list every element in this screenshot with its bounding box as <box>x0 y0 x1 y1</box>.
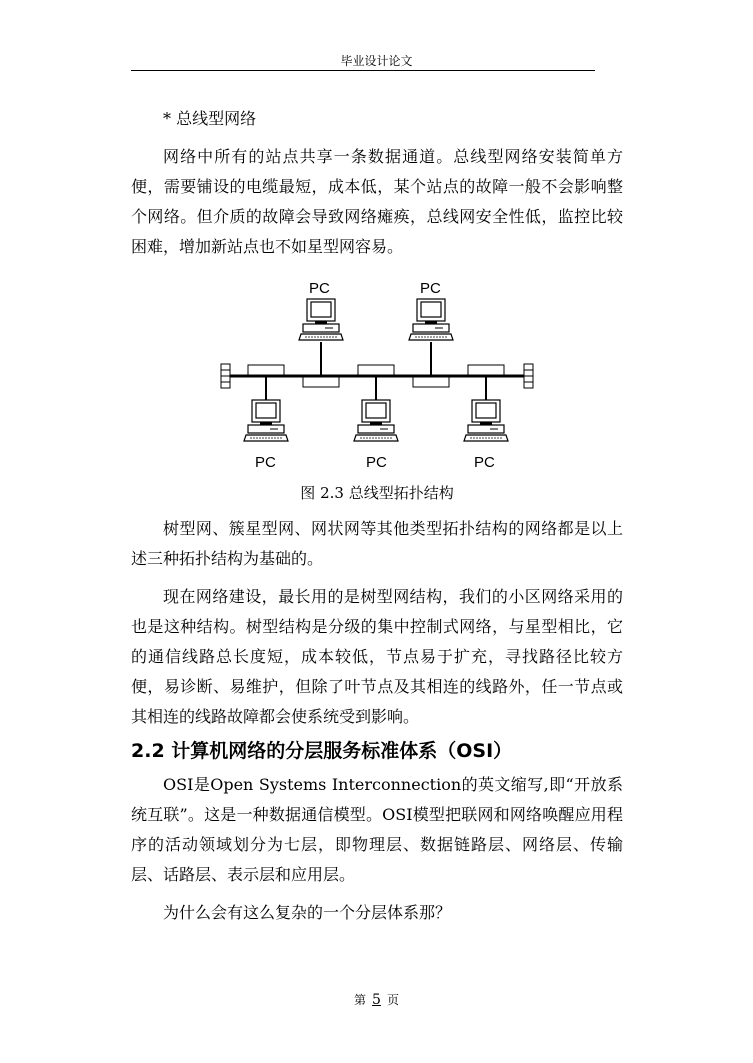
computer-icon-top-2 <box>409 299 453 340</box>
bus-tap-3 <box>358 365 394 375</box>
bus-topology-figure <box>131 276 623 476</box>
pc-label-top-1: PC <box>309 280 330 297</box>
footer-prefix: 第 <box>354 993 367 1007</box>
figure-caption: 图 2.3 总线型拓扑结构 <box>300 484 454 502</box>
computer-icon-bottom-2 <box>354 400 398 441</box>
bullet-heading: * 总线型网络 <box>163 109 257 128</box>
bus-topology-diagram <box>131 276 623 476</box>
paragraph-tree-network: 现在网络建设，最长用的是树型网结构，我们的小区网络采用的也是这种结构。树型结构是分级的集中控制式网络，与星型相比，它的通信线路总长度短，成本较低，节点易于扩充，寻找路径比较方便，易诊断、易维护，但除了叶节点及其相连的线路外，任一节点或其相连的线路故障都会使系统受到影响。 <box>131 587 623 726</box>
paragraph-osi: OSI是Open Systems Interconnection的英文缩写,即“开放系统互联”。这是一种数据通信模型。OSI模型把联网和网络唤醒应用程序的活动领域划分为七层，即物理层、数据链路层、网络层、传输层、话路层、表示层和应用层。 <box>131 775 623 884</box>
page-header: 毕业设计论文 <box>340 54 413 68</box>
computer-icon-top-1 <box>299 299 343 340</box>
section-heading: 2.2 计算机网络的分层服务标准体系（OSI） <box>131 740 513 762</box>
pc-label-bottom-3: PC <box>474 454 495 471</box>
terminator-right-icon <box>524 364 533 388</box>
page-footer <box>0 991 753 1008</box>
pc-label-bottom-2: PC <box>366 454 387 471</box>
header-rule <box>131 70 595 71</box>
bus-tap-4 <box>413 377 449 387</box>
footer-suffix: 页 <box>386 993 399 1007</box>
paragraph-question: 为什么会有这么复杂的一个分层体系那？ <box>163 903 452 922</box>
bus-tap-1 <box>248 365 284 375</box>
terminator-left-icon <box>221 364 230 388</box>
computer-icon-bottom-1 <box>244 400 288 441</box>
page-number: 5 <box>372 992 381 1008</box>
paragraph-other-topologies: 树型网、簇星型网、网状网等其他类型拓扑结构的网络都是以上述三种拓扑结构为基础的。 <box>131 519 623 568</box>
bus-tap-2 <box>303 377 339 387</box>
page-body <box>131 104 623 928</box>
paragraph-bus-network: 网络中所有的站点共享一条数据通道。总线型网络安装简单方便，需要铺设的电缆最短，成本低，某个站点的故障一般不会影响整个网络。但介质的故障会导致网络瘫痪，总线网安全性低，监控比较困难，增加新站点也不如星型网容易。 <box>131 147 623 256</box>
bus-tap-5 <box>468 365 504 375</box>
pc-label-top-2: PC <box>420 280 441 297</box>
computer-icon-bottom-3 <box>464 400 508 441</box>
pc-label-bottom-1: PC <box>255 454 276 471</box>
